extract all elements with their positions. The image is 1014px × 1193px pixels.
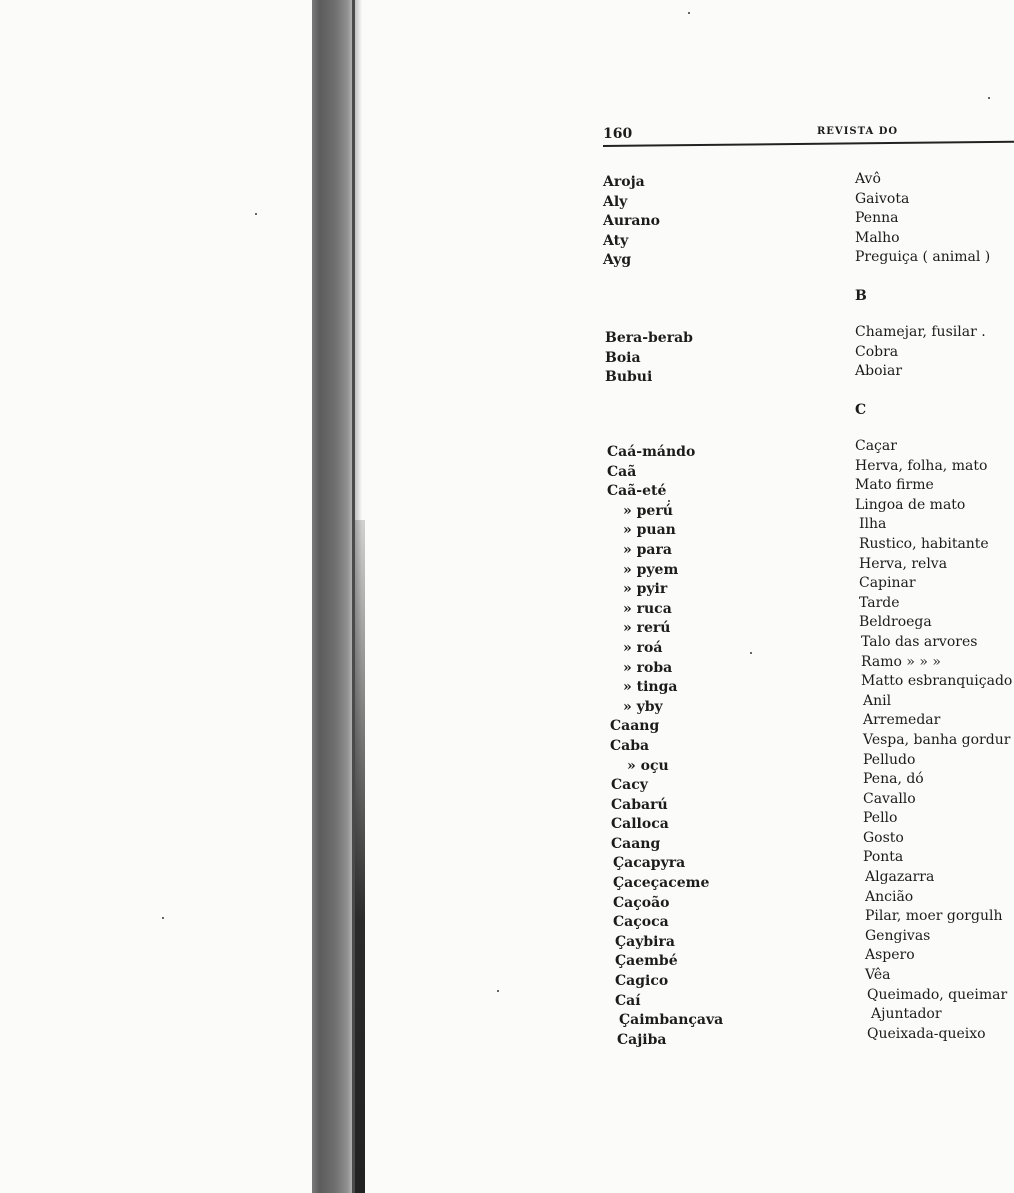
paper-speck — [255, 213, 257, 215]
term: Cabarú — [611, 796, 668, 813]
section-a-terms — [603, 173, 660, 271]
term: » roba — [623, 659, 673, 676]
term: Aty — [603, 232, 629, 249]
definition: Gosto — [863, 829, 904, 846]
definition: Algazarra — [865, 869, 935, 886]
definition: Talo das arvores — [861, 633, 978, 650]
section-b-terms — [605, 329, 693, 388]
definition: Queimado, queimar — [867, 986, 1008, 1003]
paper-speck — [497, 990, 499, 992]
term: Calloca — [611, 816, 669, 833]
term: » pyir — [623, 581, 668, 598]
term: » ruca — [623, 600, 672, 617]
definition: Caçar — [855, 438, 897, 454]
term: Aly — [603, 193, 628, 210]
term: Aurano — [603, 213, 661, 230]
term: Boia — [605, 349, 641, 366]
section-a-definitions — [855, 170, 990, 268]
definition: Herva, relva — [859, 555, 948, 572]
running-head: REVISTA DO — [817, 126, 899, 137]
term: Aroja — [603, 174, 645, 190]
term: Caã — [607, 463, 637, 480]
definition: Matto esbranquiçado — [861, 673, 1013, 690]
term: Bera-berab — [605, 330, 693, 346]
definition: Capinar — [859, 575, 916, 592]
definition: Herva, folha, mato — [855, 457, 988, 474]
definition: Queixada-queixo — [867, 1025, 986, 1042]
definition: Vespa, banha gordur — [863, 731, 1011, 748]
definition: Avô — [855, 171, 881, 187]
term: Caba — [610, 737, 650, 754]
section-b-definitions — [855, 323, 986, 382]
definition: Aspero — [865, 947, 915, 964]
term: » perú — [623, 502, 673, 519]
definition: Cavallo — [863, 790, 916, 807]
definition: Mato firme — [855, 477, 934, 494]
definition: Gaivota — [855, 190, 910, 207]
page-number: 160 — [603, 126, 633, 142]
header-rule — [603, 141, 1014, 147]
section-letter-c: C — [855, 402, 867, 418]
term: » roá — [623, 639, 663, 656]
term: Cajiba — [617, 1031, 667, 1048]
definition: Lingoa de mato — [855, 496, 966, 513]
definition: Tarde — [859, 594, 900, 611]
term: Caang — [610, 718, 660, 735]
definition: Ajuntador — [871, 1006, 942, 1023]
term: Cacy — [611, 777, 648, 794]
term: Caí — [615, 992, 641, 1009]
definition: Ilha — [859, 516, 887, 533]
term: Caã-eté — [607, 483, 667, 500]
definition: Gengivas — [865, 927, 931, 944]
definition: Beldroega — [859, 614, 932, 631]
definition: Ancião — [865, 888, 914, 905]
definition: Ramo » » » — [861, 653, 941, 670]
term: Çaceçaceme — [613, 875, 710, 892]
section-letter-b: B — [855, 288, 867, 304]
definition: Pelludo — [863, 751, 916, 768]
definition: Ponta — [863, 849, 904, 866]
term: » rerú — [623, 620, 671, 637]
definition: Cobra — [855, 343, 899, 360]
term: Cagico — [615, 973, 669, 990]
paper-speck — [688, 12, 690, 14]
definition: Anil — [863, 692, 892, 709]
paper-speck — [988, 97, 990, 99]
term: Caang — [611, 835, 661, 852]
term: Çaybira — [615, 933, 675, 950]
book-gutter-dark — [355, 520, 365, 1193]
definition: Pilar, moer gorgulh — [865, 908, 1003, 925]
term: » oçu — [627, 757, 669, 774]
term: Çaimbançava — [619, 1012, 724, 1029]
term: » tinga — [623, 679, 678, 696]
definition: Aboiar — [855, 363, 903, 380]
section-c-terms — [607, 443, 723, 1050]
term: Caçoca — [613, 914, 669, 931]
definition: Penna — [855, 210, 899, 227]
definition: Vêa — [865, 967, 891, 984]
term: Caá-mándo — [607, 444, 696, 460]
term: Çaembé — [615, 953, 678, 970]
paper-speck — [750, 652, 752, 654]
definition: Rustico, habitante — [859, 535, 989, 552]
term: » para — [623, 541, 672, 558]
term: Bubui — [605, 369, 653, 386]
term: » pyem — [623, 561, 679, 578]
section-c-definitions — [855, 437, 1012, 1044]
paper-speck — [162, 917, 164, 919]
term: » puan — [623, 522, 676, 539]
term: Ayg — [603, 252, 632, 269]
definition: Pello — [863, 810, 898, 827]
term: » yby — [623, 698, 663, 715]
definition: Malho — [855, 229, 900, 246]
term: Çacapyra — [613, 855, 686, 872]
definition: Preguiça ( animal ) — [855, 249, 991, 266]
definition: Pena, dó — [863, 771, 924, 788]
definition: Arremedar — [863, 712, 941, 729]
term: Caçoão — [613, 894, 670, 911]
definition: Chamejar, fusilar . — [855, 324, 986, 340]
